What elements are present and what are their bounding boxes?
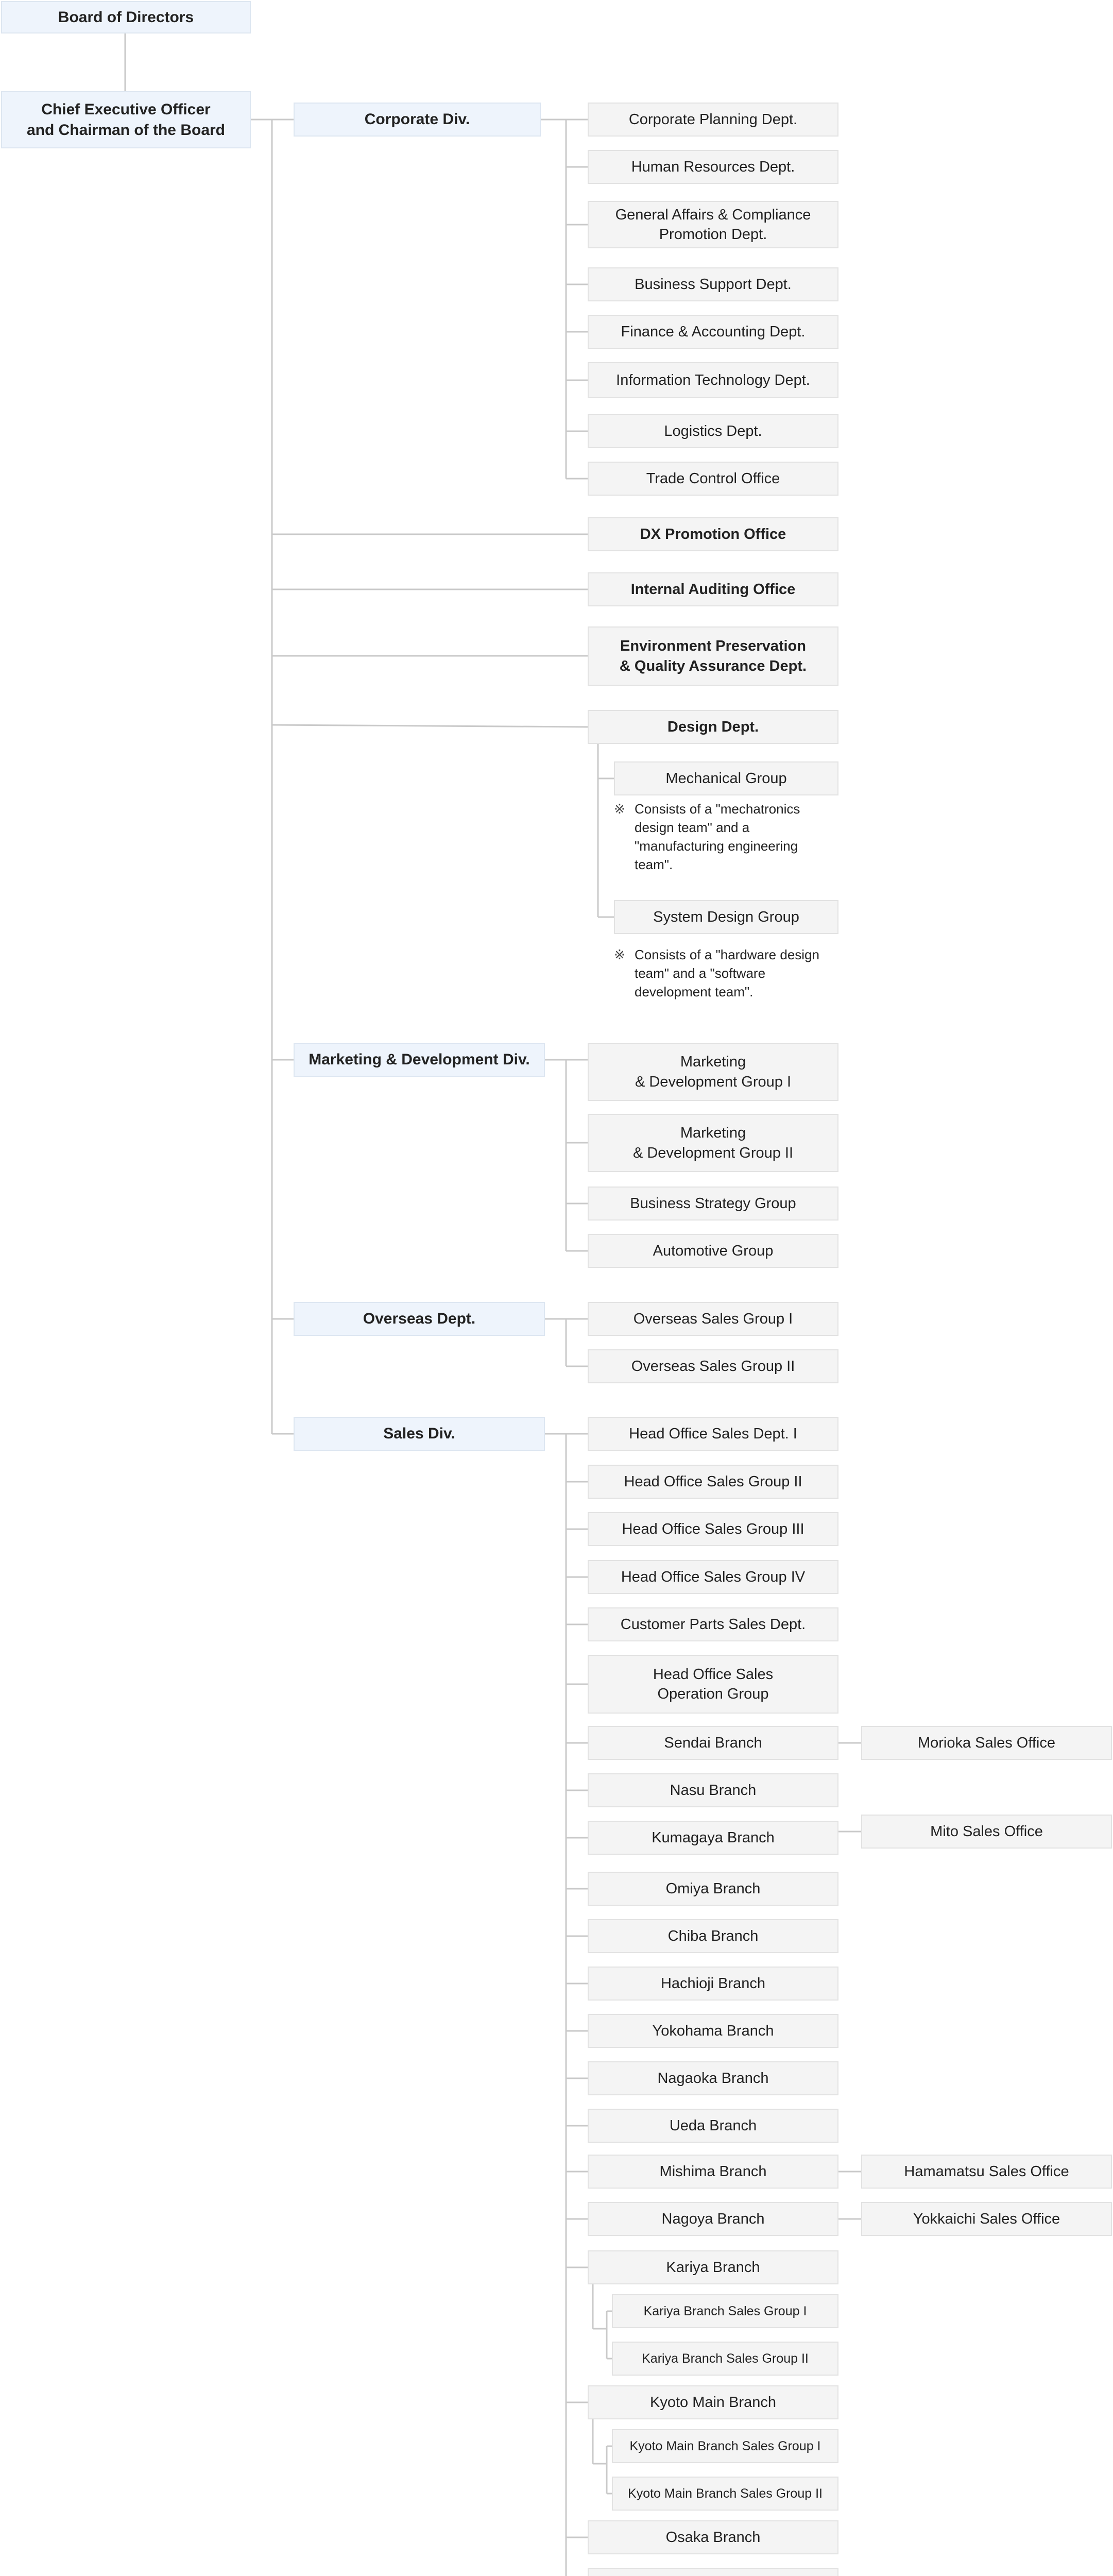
dept-information-technology: Information Technology Dept.	[588, 362, 838, 398]
dept-finance-accounting: Finance & Accounting Dept.	[588, 315, 838, 349]
branch-osaka: Osaka Branch	[588, 2520, 838, 2554]
sales-office-yokkaichi: Yokkaichi Sales Office	[861, 2202, 1112, 2236]
dept-logistics: Logistics Dept.	[588, 414, 838, 448]
branch-kumagaya: Kumagaya Branch	[588, 1821, 838, 1855]
division-corporate: Corporate Div.	[294, 103, 541, 137]
board-of-directors-box: Board of Directors	[1, 1, 251, 33]
division-overseas: Overseas Dept.	[294, 1302, 545, 1336]
sales-office-morioka: Morioka Sales Office	[861, 1726, 1112, 1760]
office-trade-control: Trade Control Office	[588, 462, 838, 496]
sales-office-hamamatsu: Hamamatsu Sales Office	[861, 2155, 1112, 2189]
note-system-design-text: Consists of a "hardware design team" and a "software development team".	[635, 947, 819, 999]
group-business-strategy: Business Strategy Group	[588, 1187, 838, 1221]
group-head-office-sales-2: Head Office Sales Group II	[588, 1465, 838, 1499]
dept-customer-parts-sales: Customer Parts Sales Dept.	[588, 1607, 838, 1641]
dept-general-affairs-compliance: General Affairs & Compliance Promotion Dept.	[588, 201, 838, 248]
branch-sendai: Sendai Branch	[588, 1726, 838, 1760]
branch-yokohama: Yokohama Branch	[588, 2014, 838, 2048]
group-kariya-sales-2: Kariya Branch Sales Group II	[612, 2342, 838, 2376]
ceo-box: Chief Executive Officer and Chairman of the Board	[1, 91, 251, 148]
group-kyoto-main-sales-2: Kyoto Main Branch Sales Group II	[612, 2477, 838, 2511]
branch-chiba: Chiba Branch	[588, 1919, 838, 1953]
dept-business-support: Business Support Dept.	[588, 267, 838, 301]
branch-hachioji: Hachioji Branch	[588, 1967, 838, 2001]
dept-corporate-planning: Corporate Planning Dept.	[588, 103, 838, 137]
note-mechanical-group	[614, 800, 838, 874]
group-kyoto-main-sales-1: Kyoto Main Branch Sales Group I	[612, 2429, 838, 2463]
note-mark-icon: ※	[614, 801, 625, 817]
group-system-design: System Design Group	[614, 900, 838, 934]
dept-design: Design Dept.	[588, 710, 838, 744]
branch-kariya: Kariya Branch	[588, 2250, 838, 2284]
group-kariya-sales-1: Kariya Branch Sales Group I	[612, 2294, 838, 2328]
note-system-design-group	[614, 946, 838, 1002]
branch-nasu: Nasu Branch	[588, 1773, 838, 1807]
branch-nagaoka: Nagaoka Branch	[588, 2061, 838, 2095]
branch-kyoto-main: Kyoto Main Branch	[588, 2385, 838, 2419]
branch-ueda: Ueda Branch	[588, 2109, 838, 2143]
group-overseas-sales-2: Overseas Sales Group II	[588, 1349, 838, 1383]
branch-kobe	[588, 2568, 838, 2576]
group-head-office-sales-3: Head Office Sales Group III	[588, 1512, 838, 1546]
division-sales: Sales Div.	[294, 1417, 545, 1451]
group-marketing-development-1: Marketing & Development Group I	[588, 1043, 838, 1101]
branch-omiya: Omiya Branch	[588, 1872, 838, 1906]
group-head-office-sales-operation: Head Office Sales Operation Group	[588, 1655, 838, 1714]
office-dx-promotion: DX Promotion Office	[588, 517, 838, 551]
note-mark-icon: ※	[614, 947, 625, 962]
branch-nagoya: Nagoya Branch	[588, 2202, 838, 2236]
group-head-office-sales-4: Head Office Sales Group IV	[588, 1560, 838, 1594]
group-overseas-sales-1: Overseas Sales Group I	[588, 1302, 838, 1336]
sales-office-mito: Mito Sales Office	[861, 1815, 1112, 1849]
note-mechanical-text: Consists of a "mechatronics design team" and a "manufacturing engineering team".	[635, 801, 800, 872]
dept-head-office-sales-1: Head Office Sales Dept. I	[588, 1417, 838, 1451]
branch-mishima: Mishima Branch	[588, 2155, 838, 2189]
division-marketing-development: Marketing & Development Div.	[294, 1043, 545, 1077]
group-automotive: Automotive Group	[588, 1234, 838, 1268]
group-marketing-development-2: Marketing & Development Group II	[588, 1114, 838, 1172]
office-internal-auditing: Internal Auditing Office	[588, 572, 838, 606]
dept-environment-quality: Environment Preservation & Quality Assurance Dept.	[588, 626, 838, 686]
dept-human-resources: Human Resources Dept.	[588, 150, 838, 184]
group-mechanical: Mechanical Group	[614, 761, 838, 795]
